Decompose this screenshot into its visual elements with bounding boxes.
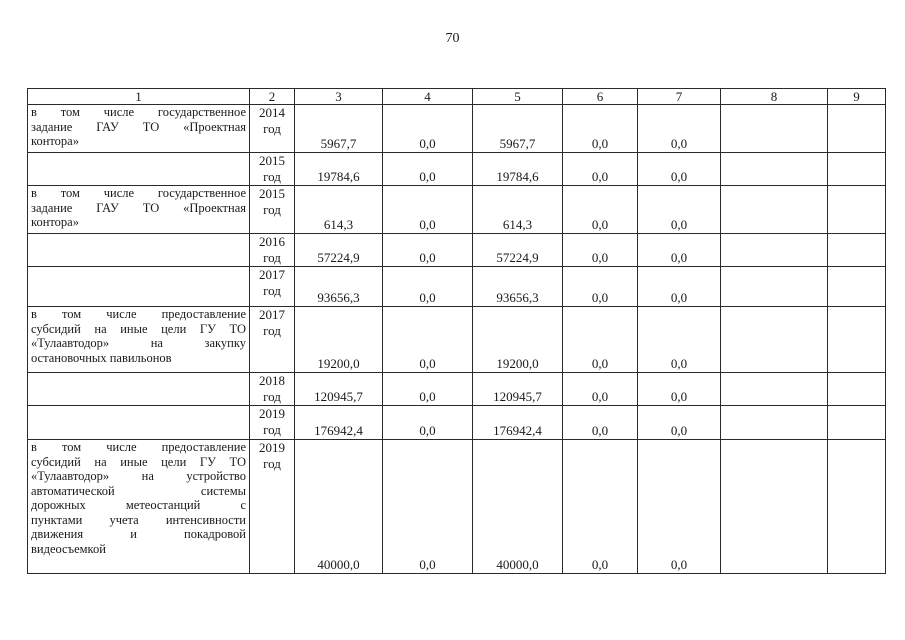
table-row <box>28 373 886 406</box>
column-header: 9 <box>828 89 886 105</box>
row-description <box>28 153 250 186</box>
year-word: год <box>263 202 281 217</box>
cell-value-v6: 0,0 <box>563 440 638 574</box>
cell-value-v6: 0,0 <box>563 153 638 186</box>
cell-value-v6: 0,0 <box>563 307 638 373</box>
row-description <box>28 406 250 440</box>
year-number: 2015 <box>259 153 285 168</box>
table-row <box>28 406 886 440</box>
year-number: 2018 <box>259 373 285 388</box>
column-header: 3 <box>295 89 383 105</box>
empty-cell-col-9 <box>828 153 886 186</box>
description-line: пунктами учета интенсивности <box>31 512 246 527</box>
column-header: 4 <box>383 89 473 105</box>
table-header-row <box>28 89 886 105</box>
year-number: 2019 <box>259 440 285 455</box>
cell-value-v4: 0,0 <box>383 234 473 267</box>
table-row <box>28 234 886 267</box>
cell-value-v3: 19200,0 <box>295 307 383 373</box>
empty-cell-col-8 <box>721 105 828 153</box>
column-header: 5 <box>473 89 563 105</box>
description-line: задание ГАУ ТО «Проектная <box>31 200 246 215</box>
description-line: в том числе предоставление <box>31 307 246 321</box>
cell-value-v5: 176942,4 <box>473 406 563 440</box>
row-description <box>28 186 250 234</box>
year-number: 2014 <box>259 105 285 120</box>
description-line: субсидий на иные цели ГУ ТО <box>31 454 246 469</box>
empty-cell-col-8 <box>721 406 828 440</box>
column-header: 6 <box>563 89 638 105</box>
row-year <box>250 153 295 186</box>
empty-cell-col-8 <box>721 440 828 574</box>
cell-value-v5: 19784,6 <box>473 153 563 186</box>
description-line: автоматической системы <box>31 483 246 498</box>
cell-value-v7: 0,0 <box>638 307 721 373</box>
empty-cell-col-9 <box>828 406 886 440</box>
empty-cell-col-9 <box>828 105 886 153</box>
description-line: дорожных метеостанций с <box>31 498 246 512</box>
cell-value-v3: 5967,7 <box>295 105 383 153</box>
cell-value-v3: 40000,0 <box>295 440 383 574</box>
empty-cell-col-9 <box>828 234 886 267</box>
row-year <box>250 234 295 267</box>
cell-value-v4: 0,0 <box>383 307 473 373</box>
cell-value-v5: 120945,7 <box>473 373 563 406</box>
cell-value-v5: 93656,3 <box>473 267 563 307</box>
description-line: контора» <box>31 215 79 229</box>
row-description <box>28 105 250 153</box>
cell-value-v5: 19200,0 <box>473 307 563 373</box>
cell-value-v7: 0,0 <box>638 373 721 406</box>
year-word: год <box>263 389 281 404</box>
year-number: 2017 <box>259 267 285 282</box>
cell-value-v5: 5967,7 <box>473 105 563 153</box>
row-description <box>28 373 250 406</box>
table-row <box>28 440 886 574</box>
cell-value-v3: 57224,9 <box>295 234 383 267</box>
cell-value-v4: 0,0 <box>383 105 473 153</box>
cell-value-v3: 120945,7 <box>295 373 383 406</box>
description-line: «Тулаавтодор» на закупку <box>31 336 246 350</box>
cell-value-v3: 614,3 <box>295 186 383 234</box>
cell-value-v4: 0,0 <box>383 440 473 574</box>
cell-value-v7: 0,0 <box>638 153 721 186</box>
cell-value-v7: 0,0 <box>638 440 721 574</box>
empty-cell-col-9 <box>828 373 886 406</box>
cell-value-v4: 0,0 <box>383 406 473 440</box>
year-word: год <box>263 250 281 265</box>
cell-value-v7: 0,0 <box>638 406 721 440</box>
row-year <box>250 105 295 153</box>
year-word: год <box>263 283 281 298</box>
row-year <box>250 440 295 574</box>
table-row <box>28 307 886 373</box>
description-line: «Тулаавтодор» на устройство <box>31 469 246 483</box>
cell-value-v5: 57224,9 <box>473 234 563 267</box>
year-number: 2016 <box>259 234 285 249</box>
empty-cell-col-9 <box>828 307 886 373</box>
description-line: остановочных павильонов <box>31 350 172 365</box>
cell-value-v4: 0,0 <box>383 373 473 406</box>
page-number: 70 <box>445 31 460 46</box>
cell-value-v4: 0,0 <box>383 153 473 186</box>
table-row <box>28 186 886 234</box>
cell-value-v6: 0,0 <box>563 373 638 406</box>
empty-cell-col-8 <box>721 153 828 186</box>
row-description <box>28 307 250 373</box>
cell-value-v6: 0,0 <box>563 267 638 307</box>
year-number: 2015 <box>259 186 285 201</box>
row-description <box>28 440 250 574</box>
table-row <box>28 105 886 153</box>
row-description <box>28 234 250 267</box>
column-header: 7 <box>638 89 721 105</box>
empty-cell-col-8 <box>721 373 828 406</box>
description-line: в том числе государственное <box>31 186 246 200</box>
column-header: 8 <box>721 89 828 105</box>
row-description <box>28 267 250 307</box>
row-year <box>250 406 295 440</box>
empty-cell-col-8 <box>721 307 828 373</box>
description-line: контора» <box>31 134 79 148</box>
cell-value-v7: 0,0 <box>638 105 721 153</box>
cell-value-v6: 0,0 <box>563 186 638 234</box>
cell-value-v6: 0,0 <box>563 406 638 440</box>
row-year <box>250 267 295 307</box>
empty-cell-col-8 <box>721 186 828 234</box>
year-number: 2019 <box>259 406 285 421</box>
row-year <box>250 307 295 373</box>
cell-value-v7: 0,0 <box>638 267 721 307</box>
year-word: год <box>263 121 281 136</box>
empty-cell-col-9 <box>828 267 886 307</box>
cell-value-v7: 0,0 <box>638 186 721 234</box>
table-row <box>28 267 886 307</box>
empty-cell-col-9 <box>828 440 886 574</box>
description-line: субсидий на иные цели ГУ ТО <box>31 321 246 336</box>
description-line: задание ГАУ ТО «Проектная <box>31 119 246 134</box>
year-word: год <box>263 456 281 471</box>
cell-value-v4: 0,0 <box>383 267 473 307</box>
cell-value-v5: 40000,0 <box>473 440 563 574</box>
year-word: год <box>263 169 281 184</box>
cell-value-v6: 0,0 <box>563 105 638 153</box>
cell-value-v6: 0,0 <box>563 234 638 267</box>
description-line: видеосъемкой <box>31 541 106 556</box>
budget-table <box>27 88 886 574</box>
description-line: в том числе предоставление <box>31 440 246 454</box>
empty-cell-col-8 <box>721 267 828 307</box>
cell-value-v3: 19784,6 <box>295 153 383 186</box>
row-year <box>250 186 295 234</box>
year-number: 2017 <box>259 307 285 322</box>
year-word: год <box>263 422 281 437</box>
year-word: год <box>263 323 281 338</box>
cell-value-v5: 614,3 <box>473 186 563 234</box>
row-year <box>250 373 295 406</box>
empty-cell-col-8 <box>721 234 828 267</box>
column-header: 2 <box>250 89 295 105</box>
description-line: в том числе государственное <box>31 105 246 119</box>
table-row <box>28 153 886 186</box>
cell-value-v4: 0,0 <box>383 186 473 234</box>
column-header: 1 <box>28 89 250 105</box>
description-line: движения и покадровой <box>31 527 246 541</box>
cell-value-v3: 176942,4 <box>295 406 383 440</box>
cell-value-v7: 0,0 <box>638 234 721 267</box>
empty-cell-col-9 <box>828 186 886 234</box>
cell-value-v3: 93656,3 <box>295 267 383 307</box>
